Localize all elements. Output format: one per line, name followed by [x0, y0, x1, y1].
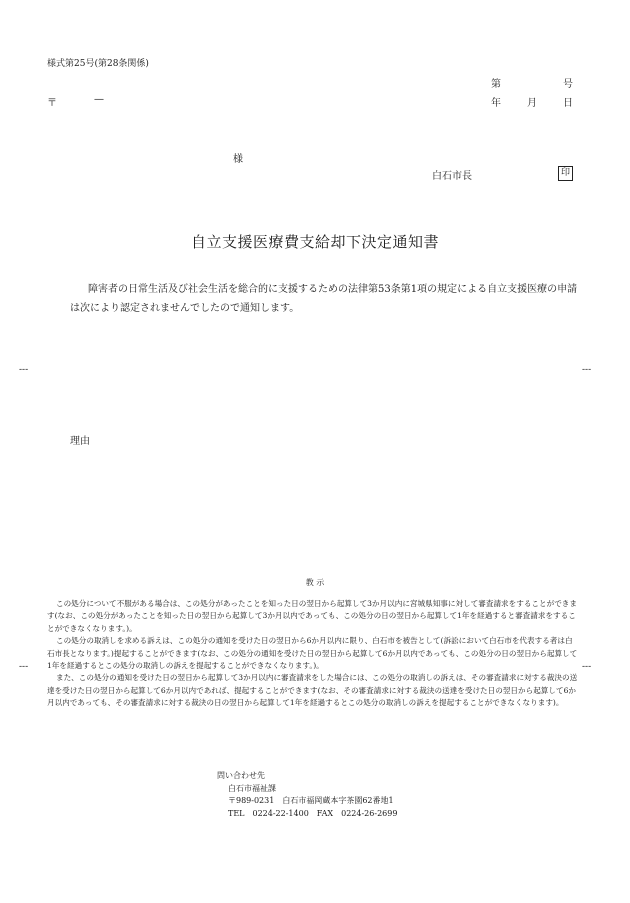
fold-mark-left-2: --- [19, 662, 29, 672]
seal-stamp: 印 [558, 166, 573, 181]
date-day: 日 [563, 98, 573, 109]
postal-dash: — [94, 94, 104, 105]
notice-paragraph: この処分の取消しを求める訴えは、この処分の通知を受けた日の翌日から6か月以内に限り、白石市を被告として(訴訟において白石市を代表する者は白石市長となります。)提起することができます(なお、この処分の通知を受けた日の翌日から起算して6か月以内であっても、この処分の日の翌日から起算して1年を経過するとこの処分の取消しの訴えを提起することができなくなります。)。 [47, 636, 578, 671]
notice-paragraph: また、この処分の通知を受けた日の翌日から起算して3か月以内に審査請求をした場合には、この処分の取消しの訴えは、その審査請求に対する裁決の送達を受けた日の翌日から起算して6か月以内であれば、提起することができます(なお、その審査請求に対する裁決の送達を受けた日の翌日から起算して6か月以内であっても、その審査請求に対する裁決の日の翌日から起算して1年を経過するとこの処分の取消しの訴えを提起することができなくなります)。 [47, 673, 578, 708]
notice-heading: 教 示 [305, 578, 325, 587]
doc-number-suffix: 号 [563, 79, 573, 90]
fold-mark-right-1: --- [582, 365, 592, 375]
doc-number-prefix: 第 [491, 79, 501, 90]
notice-paragraph: この処分について不服がある場合は、この処分があったことを知った日の翌日から起算して3か月以内に宮城県知事に対して審査請求をすることができます(なお、この処分があったことを知った日の翌日から起算して3か月以内であっても、この処分の日の翌日から起算して1年を経過すると審査請求をすることができなくなります。)。 [47, 599, 577, 633]
intro-paragraph: 障害者の日常生活及び社会生活を総合的に支援するための法律第53条第1項の規定による自立支援医療の申請は次により認定されませんでしたので通知します。 [70, 284, 578, 314]
notice-body [47, 598, 580, 710]
reason-label: 理由 [70, 436, 90, 447]
contact-department: 白石市福祉課 [228, 783, 276, 793]
contact-block [217, 770, 397, 820]
contact-address: 〒989-0231 白石市福岡蔵本字茶園62番地1 [228, 796, 394, 805]
date-year: 年 [491, 98, 501, 109]
issuer: 白石市長 [432, 171, 472, 182]
contact-phone-fax: TEL 0224-22-1400 FAX 0224-26-2699 [228, 808, 398, 818]
addressee-suffix: 様 [233, 154, 243, 165]
document-title: 自立支援医療費支給却下決定通知書 [190, 233, 439, 251]
date-month: 月 [527, 98, 537, 109]
contact-label: 問い合わせ先 [217, 771, 265, 780]
fold-mark-right-2: --- [582, 662, 592, 672]
fold-mark-left-1: --- [19, 365, 29, 375]
form-number: 様式第25号(第28条関係) [47, 59, 149, 69]
postal-mark: 〒 [47, 98, 57, 109]
